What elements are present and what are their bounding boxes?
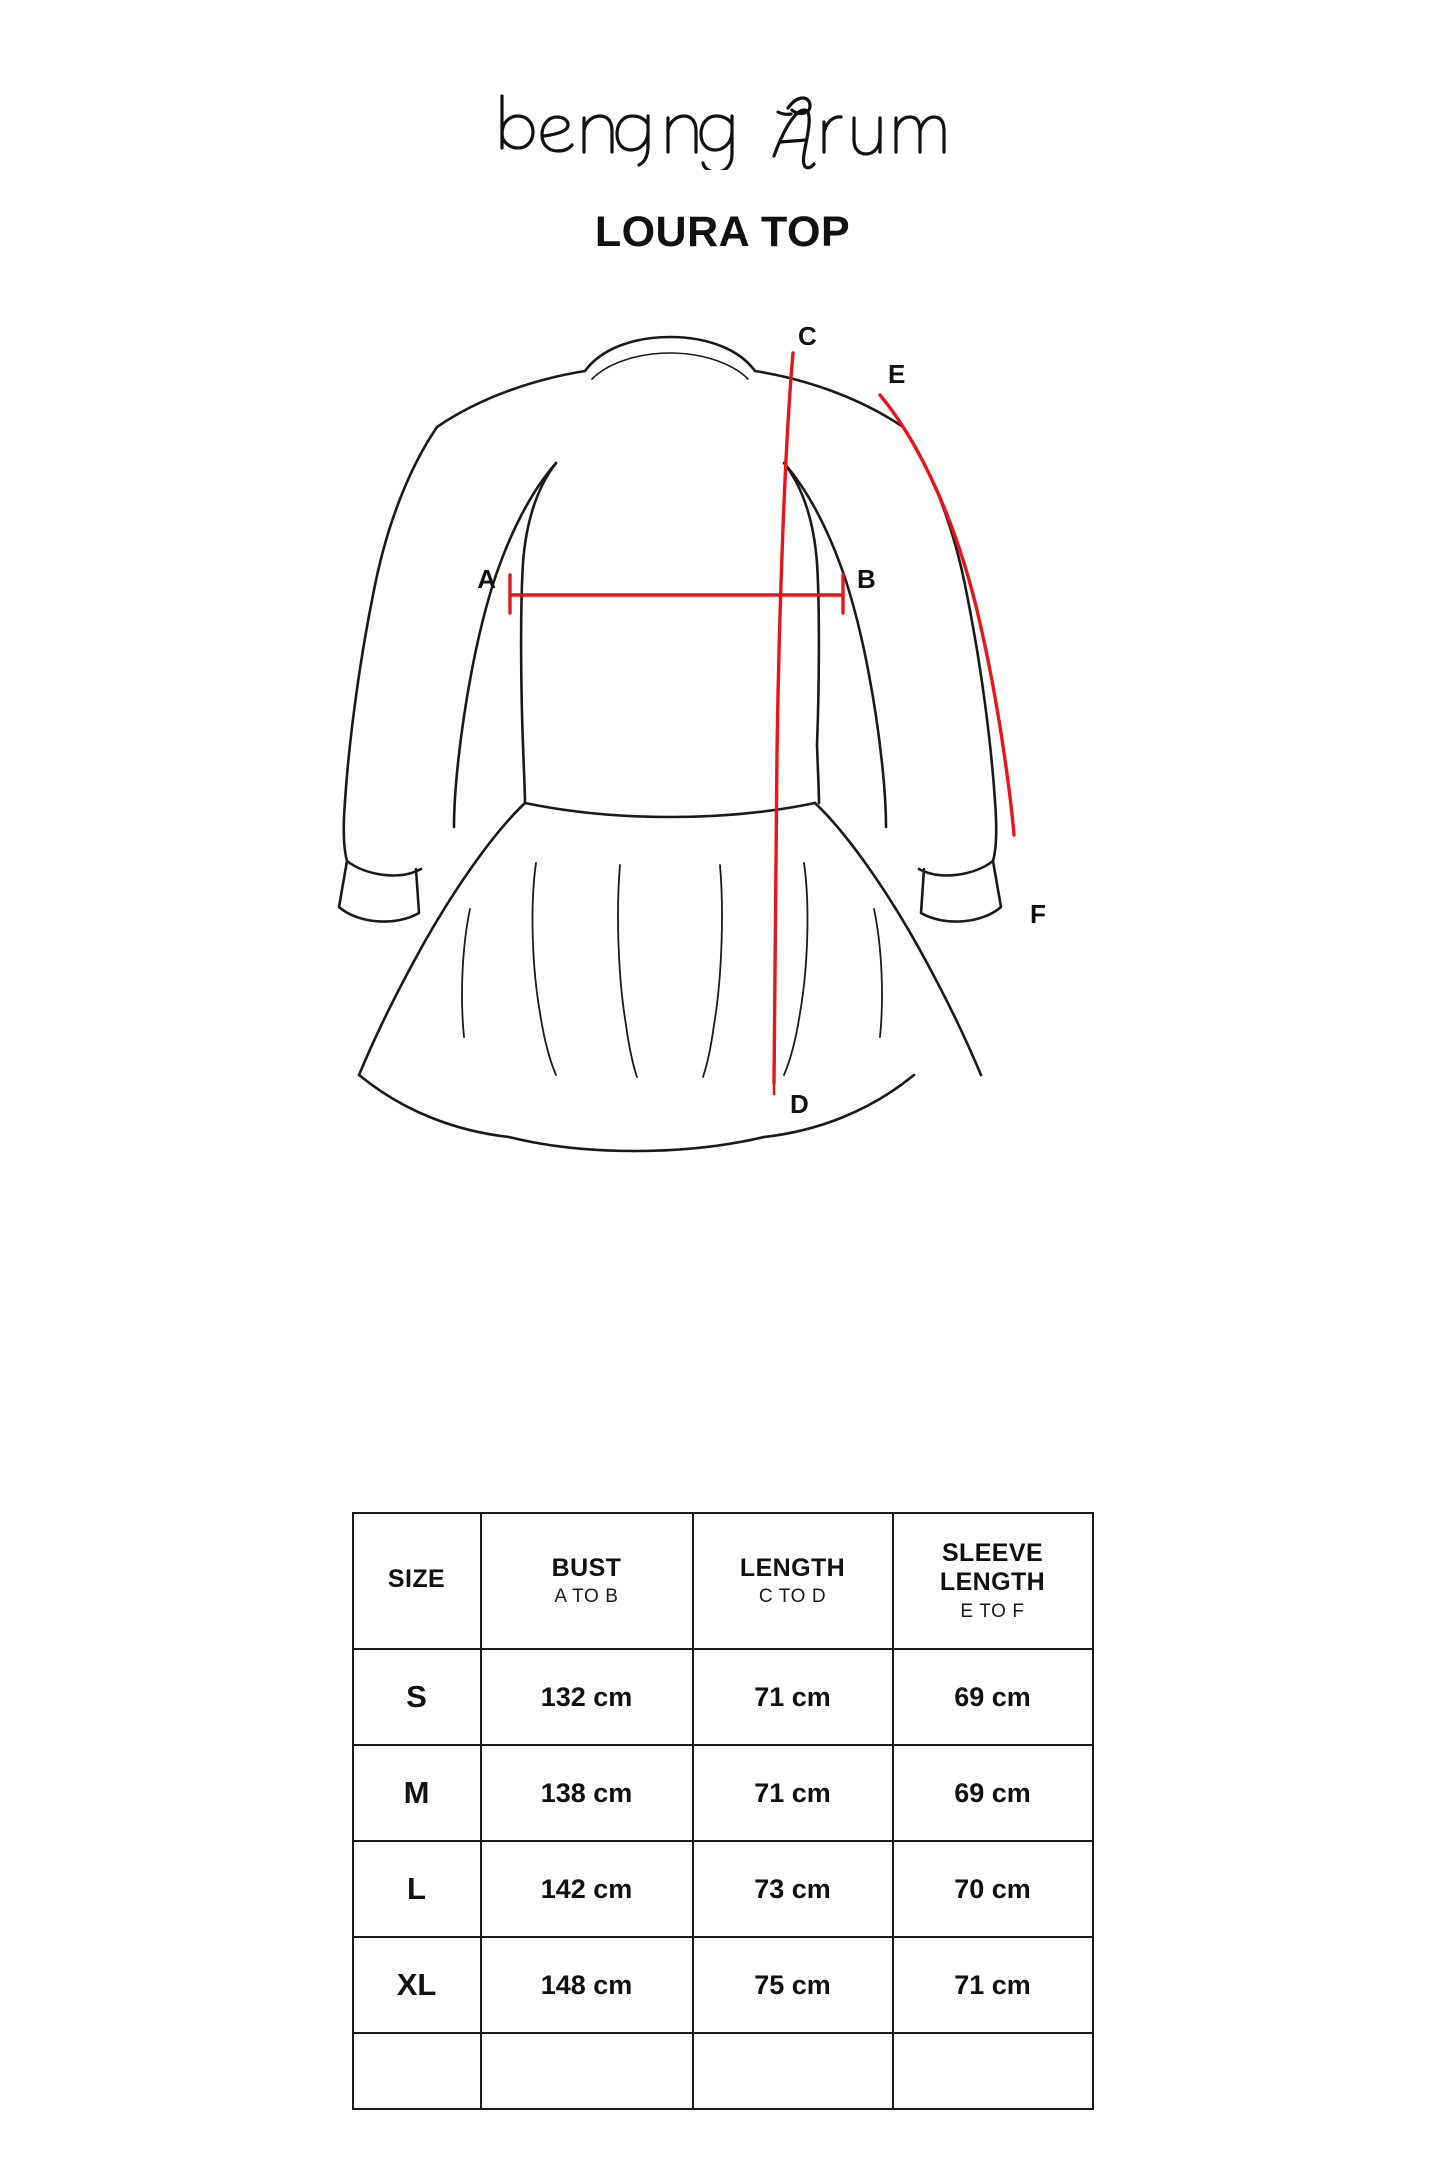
size-table-body [353, 1649, 1093, 2109]
spacer-cell [481, 2033, 693, 2109]
column-header-bust [481, 1513, 693, 1649]
cell-bust: 138 cm [481, 1745, 693, 1841]
cell-size: XL [353, 1937, 481, 2033]
spacer-cell [893, 2033, 1093, 2109]
cell-size: M [353, 1745, 481, 1841]
table-row [353, 1937, 1093, 2033]
table-row [353, 1841, 1093, 1937]
cell-bust: 148 cm [481, 1937, 693, 2033]
benang-arum-wordmark-icon [488, 78, 958, 170]
cell-bust: 142 cm [481, 1841, 693, 1937]
point-label-d: D [790, 1089, 809, 1119]
cell-sleeve: 69 cm [893, 1745, 1093, 1841]
point-label-e: E [888, 359, 906, 389]
column-header-bust-sub: A TO B [554, 1586, 619, 1608]
cell-length: 75 cm [693, 1937, 893, 2033]
point-label-a: A [477, 564, 496, 594]
point-label-f: F [1030, 899, 1046, 929]
table-header-row [353, 1513, 1093, 1649]
cell-sleeve: 71 cm [893, 1937, 1093, 2033]
size-table [352, 1512, 1094, 2110]
cell-sleeve: 69 cm [893, 1649, 1093, 1745]
garment-illustration [0, 323, 1445, 1323]
cell-length: 73 cm [693, 1841, 893, 1937]
cell-size: S [353, 1649, 481, 1745]
column-header-sleeve-length [893, 1513, 1093, 1649]
cell-sleeve: 70 cm [893, 1841, 1093, 1937]
cell-length: 71 cm [693, 1745, 893, 1841]
cell-size: L [353, 1841, 481, 1937]
spacer-cell [353, 2033, 481, 2109]
column-header-sleeve-length-main: SLEEVE LENGTH [939, 1539, 1046, 1596]
table-row [353, 1745, 1093, 1841]
cell-length: 71 cm [693, 1649, 893, 1745]
point-label-b: B [857, 564, 876, 594]
spacer-cell [693, 2033, 893, 2109]
column-header-length [693, 1513, 893, 1649]
table-row [353, 1649, 1093, 1745]
cell-bust: 132 cm [481, 1649, 693, 1745]
column-header-size [353, 1513, 481, 1649]
brand-logo [0, 78, 1445, 170]
column-header-length-sub: C TO D [758, 1586, 827, 1608]
page-title: LOURA TOP [594, 208, 851, 256]
column-header-length-main: LENGTH [739, 1553, 846, 1582]
column-header-bust-main: BUST [551, 1553, 622, 1582]
column-header-sleeve-length-sub: E TO F [960, 1600, 1025, 1622]
size-table-header [353, 1513, 1093, 1649]
size-table-wrapper [352, 1512, 1094, 2110]
table-row-spacer [353, 2033, 1093, 2109]
point-label-c: C [798, 323, 817, 351]
column-header-size-main: SIZE [387, 1564, 446, 1593]
